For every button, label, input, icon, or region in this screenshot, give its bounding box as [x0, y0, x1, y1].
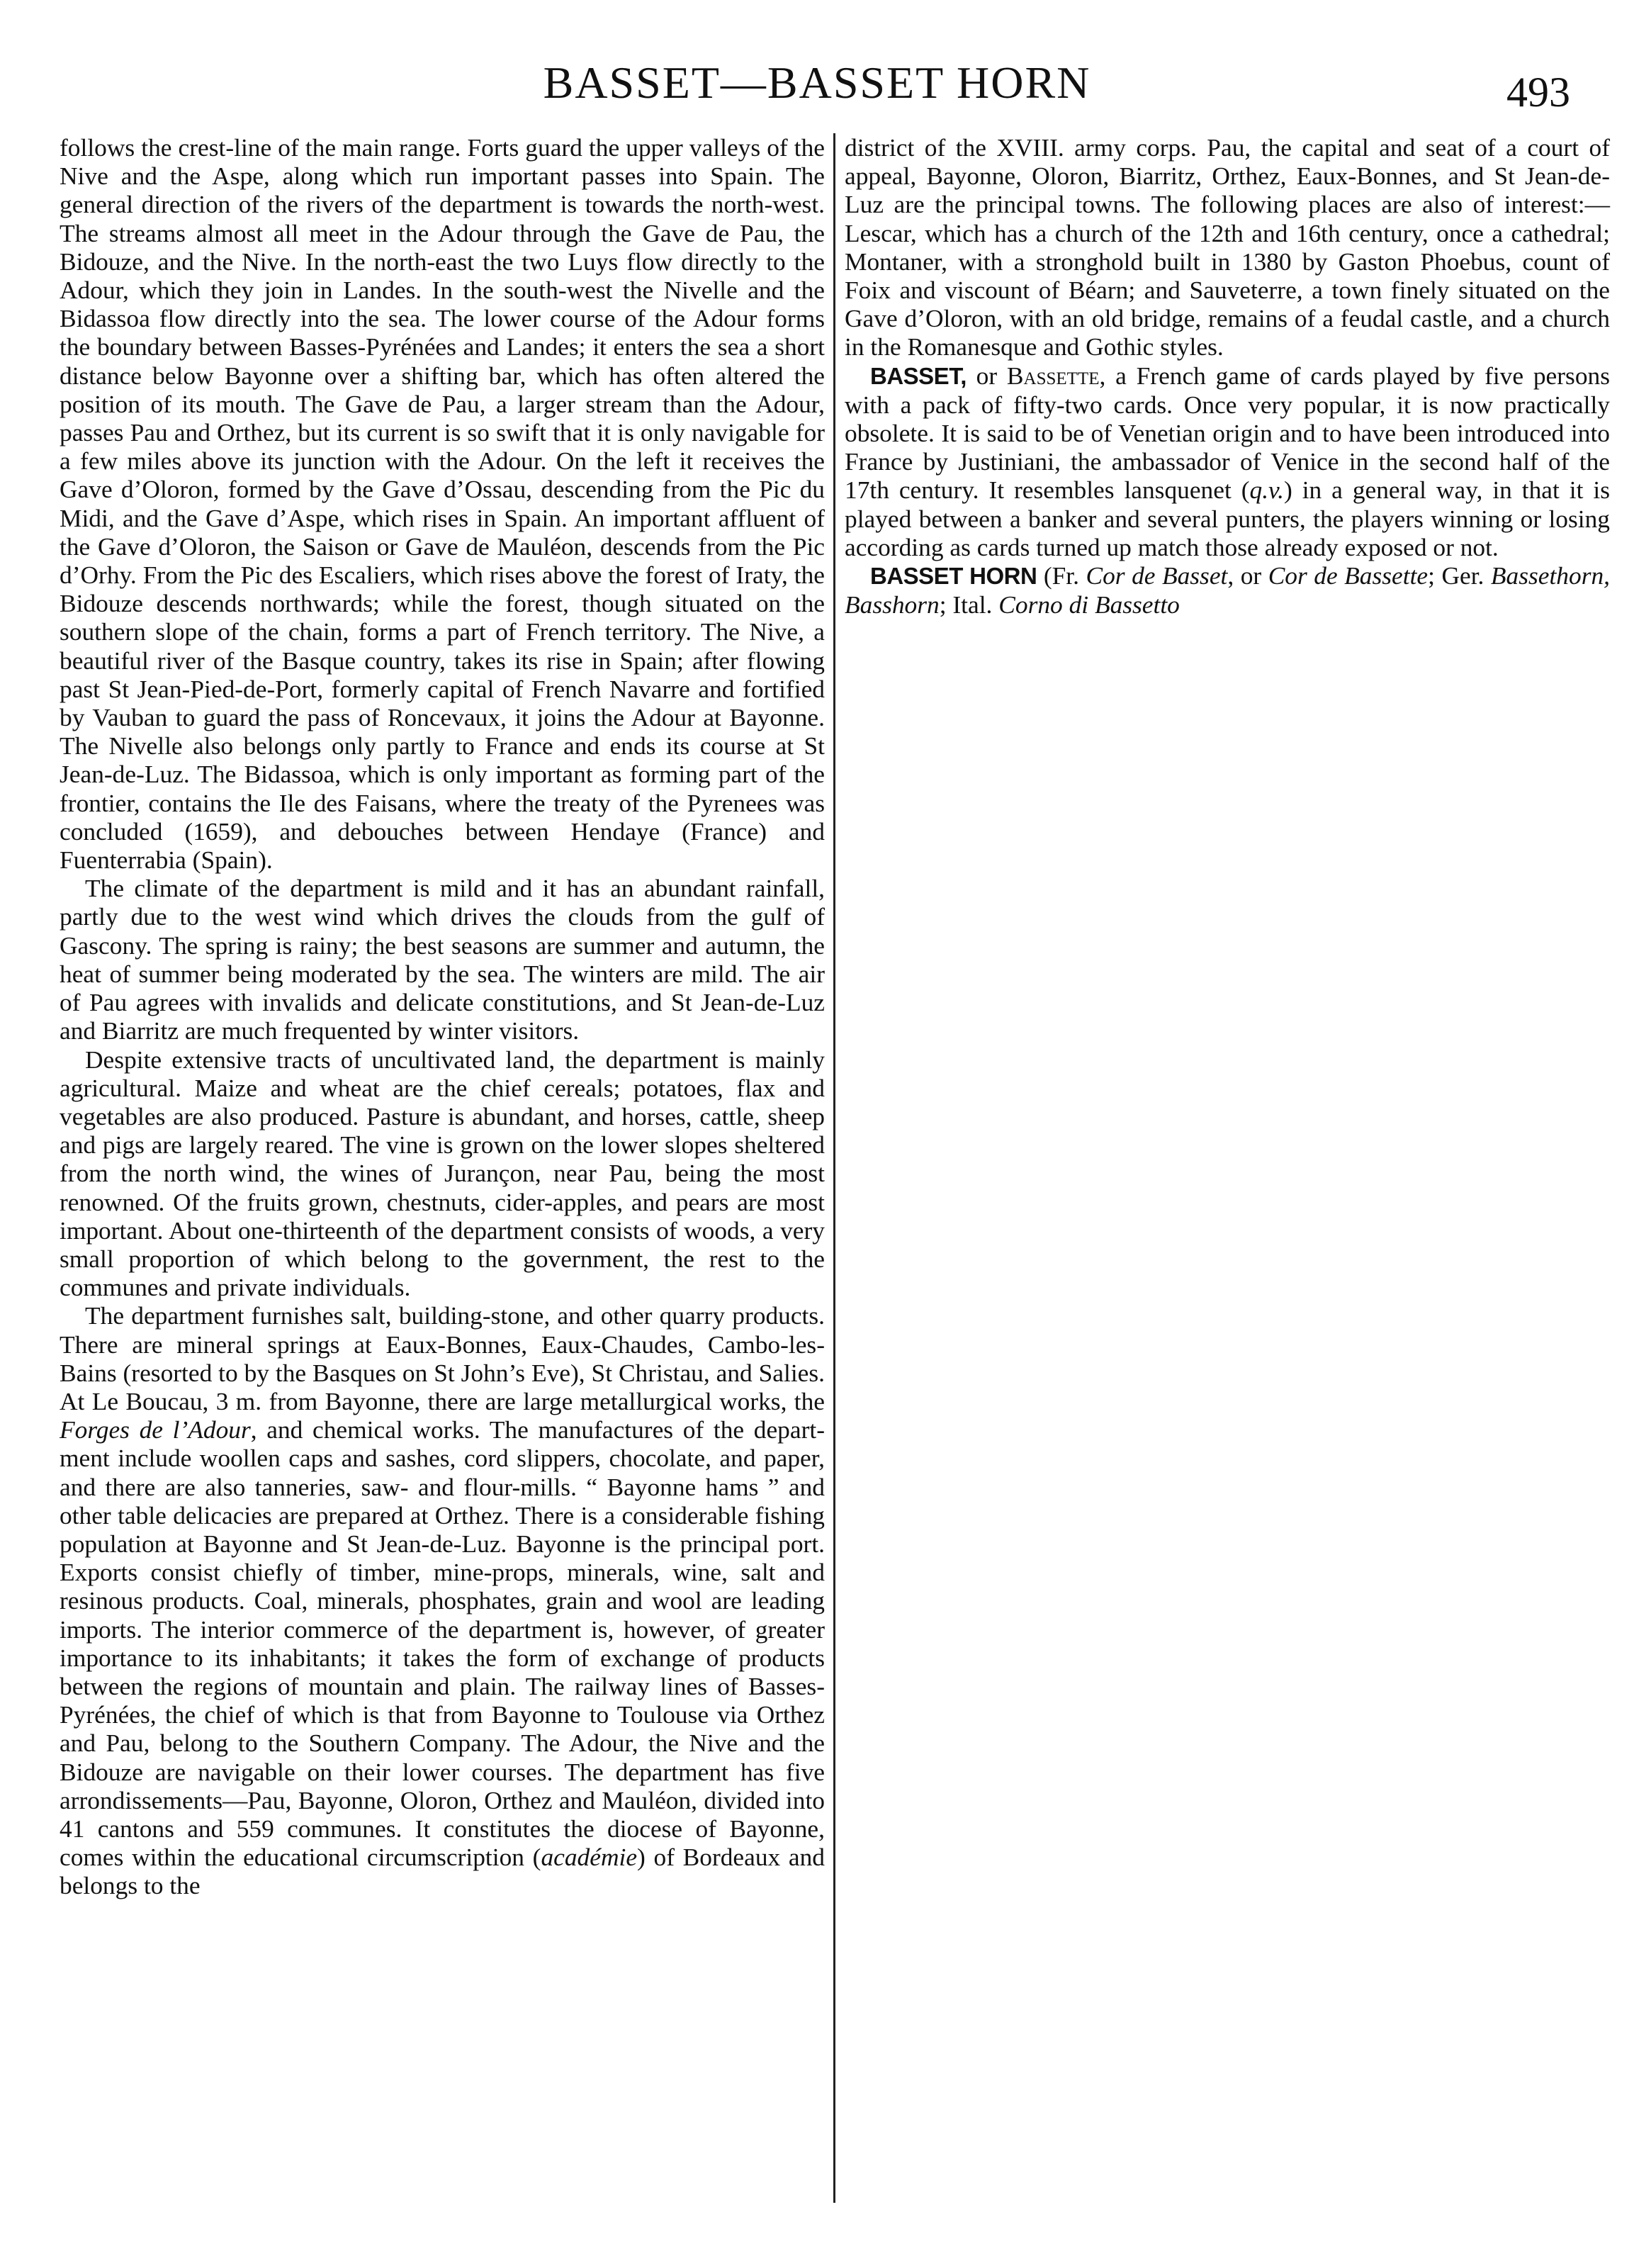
- page-number: 493: [1506, 69, 1570, 116]
- paragraph: [60, 1301, 825, 1899]
- text-run: , a French game of cards played by five persons with a pack of fifty-two cards. Once very popular, it is now practically obsolete. It is said to be of Venetian origin and to have been introduced into France by Justiniani, the ambassador of Venice in the second half of the 17th century. It resembles lansquenet (: [845, 361, 1610, 505]
- italic-term: Corno di Bassetto: [998, 590, 1180, 619]
- italic-term: Forges de l’Adour: [60, 1415, 251, 1444]
- headword: BASSET HORN: [870, 563, 1037, 590]
- text-run: ; Ger.: [1428, 561, 1491, 590]
- italic-term: académie: [541, 1843, 638, 1872]
- text-run: , or: [1227, 561, 1268, 590]
- italic-term: Bassethorn, Basshorn: [845, 561, 1611, 619]
- cross-reference: q.v.: [1249, 476, 1284, 505]
- alt-name: Bassette: [1006, 361, 1100, 390]
- entry-basset-horn: [845, 561, 1610, 619]
- entry-basset: [845, 361, 1610, 561]
- text-run: ) in a general way, in that it is played between a banker and several punters, the players winning or losing according as cards turned up match those already exposed or not.: [845, 476, 1610, 561]
- paragraph: district of the XVIII. army corps. Pau, the capital and seat of a court of appeal, Bayonne, Oloron, Biarritz, Orthez, Eaux-Bonnes, and St Jean-de-Luz are the principal towns. The following places are also of interest:—Lescar, which has a church of the 12th and 16th century, once a cathedral; Montaner, with a stronghold built in 1380 by Gaston Phoebus, count of Foix and viscount of Béarn; and Sauveterre, a town finely situated on the Gave d’Oloron, with an old bridge, remains of a feudal castle, and a church in the Romanesque and Gothic styles.: [845, 133, 1610, 361]
- paragraph: Despite extensive tracts of uncultivated land, the department is mainly agricultural. Maize and wheat are the chief cereals; potatoes, flax and vegetables are also produced. Pasture is abundant, and horses, cattle, sheep and pigs are largely reared. The vine is grown on the lower slopes sheltered from the north wind, the wines of Jurançon, near Pau, being the most renowned. Of the fruits grown, chestnuts, cider-apples, and pears are most important. About one-thirteenth of the department consists of woods, a very small proportion of which belong to the government, the rest to the communes and private individuals.: [60, 1045, 825, 1302]
- text-run: The department furnishes salt, building-stone, and other quarry products. There are mineral springs at Eaux-Bonnes, Eaux-Chaudes, Cambo-les-Bains (resorted to by the Basques on St John’s Eve), St Christau, and Salies. At Le Boucau, 3 m. from Bayonne, there are large metallurgical works, the: [60, 1301, 825, 1415]
- text-run: (Fr.: [1037, 561, 1086, 590]
- running-header: [0, 57, 1634, 120]
- text-run: or: [966, 361, 1007, 390]
- italic-term: Cor de Bassette: [1268, 561, 1429, 590]
- column-rule: [833, 133, 835, 2203]
- paragraph: follows the crest-line of the main range. Forts guard the upper valleys of the Nive and the Aspe, along which run important passes into Spain. The general direction of the rivers of the department is towards the north-west. The streams almost all meet in the Adour through the Gave de Pau, the Bidouze, and the Nive. In the north-east the two Luys flow directly to the Adour, which they join in Landes. In the south-west the Nivelle and the Bidassoa flow directly into the sea. The lower course of the Adour forms the boundary between Basses-Pyrénées and Landes; it enters the sea a short distance below Bayonne over a shifting bar, which has often altered the position of its mouth. The Gave de Pau, a larger stream than the Adour, passes Pau and Orthez, but its current is so swift that it is only navigable for a few miles above its junction with the Adour. On the left it receives the Gave d’Oloron, formed by the Gave d’Ossau, descending from the Pic du Midi, and the Gave d’Aspe, which rises in Spain. An important affluent of the Gave d’Oloron, the Saison or Gave de Mauléon, descends from the Pic d’Orhy. From the Pic des Escaliers, which rises above the forest of Iraty, the Bidouze descends northwards; while the forest, though situated on the southern slope of the chain, forms a part of French territory. The Nive, a beautiful river of the Basque country, takes its rise in Spain; after flowing past St Jean-Pied-de-Port, formerly capital of French Navarre and fortified by Vauban to guard the pass of Roncevaux, it joins the Adour at Bayonne. The Nivelle also belongs only partly to France and ends its course at St Jean-de-Luz. The Bidassoa, which is only important as forming part of the frontier, contains the Ile des Faisans, where the treaty of the Pyrenees was concluded (1659), and debouches between Hendaye (France) and Fuenterrabia (Spain).: [60, 133, 825, 875]
- paragraph: The climate of the department is mild and it has an abundant rainfall, partly due to the west wind which drives the clouds from the gulf of Gascony. The spring is rainy; the best seasons are summer and autumn, the heat of summer being moderated by the sea. The winters are mild. The air of Pau agrees with invalids and delicate constitutions, and St Jean-de-Luz and Biarritz are much frequented by winter visitors.: [60, 874, 825, 1045]
- text-run: , and chemical works. The manufactures of the department include woollen caps and sashes, cord slippers, chocolate, and paper, and there are also tanneries, saw- and flour-mills. “ Bayonne hams ” and other table delicacies are prepared at Orthez. There is a considerable fishing population at Bayonne and St Jean-de-Luz. Bayonne is the principal port. Exports consist chiefly of timber, mine-props, minerals, wine, salt and resinous products. Coal, minerals, phosphates, grain and wool are leading imports. The interior commerce of the department is, however, of greater importance to its inhabitants; it takes the form of exchange of products between the regions of mountain and plain. The railway lines of Basses-Pyrénées, the chief of which is that from Bayonne to Toulouse via Orthez and Pau, belong to the Southern Company. The Adour, the Nive and the Bidouze are navigable on their lower courses. The department has five arrondissements—Pau, Bayonne, Oloron, Orthez and Mauléon, divided into 41 cantons and 559 communes. It constitutes the diocese of Bayonne, comes within the educational circumscription (: [60, 1415, 825, 1872]
- text-run: ) of Bordeaux and belongs to the: [60, 1843, 825, 1900]
- running-title: BASSET—BASSET HORN: [543, 57, 1091, 108]
- italic-term: Cor de Basset: [1086, 561, 1228, 590]
- text-run: ; Ital.: [939, 590, 999, 619]
- left-column: [60, 133, 825, 1900]
- headword: BASSET,: [870, 362, 967, 389]
- right-column: [845, 133, 1610, 619]
